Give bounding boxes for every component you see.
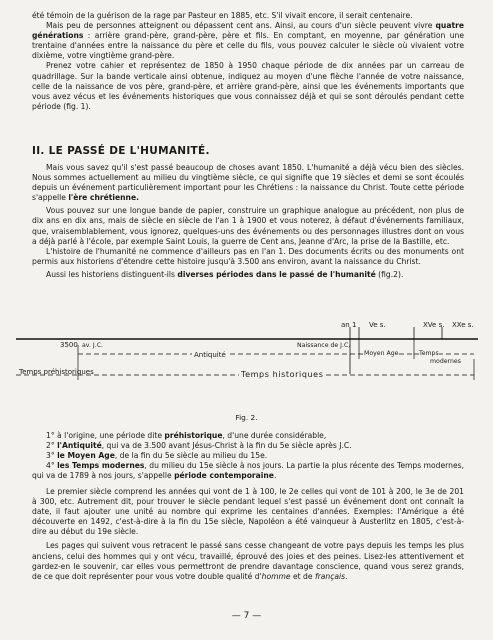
intro-paragraph-1: été témoin de la guérison de la rage par Pasteur en 1885, etc. S'il vivait encore, il serait centenaire.	[32, 11, 413, 20]
label-5e-siecle: Ve s.	[369, 321, 386, 329]
closing-text	[32, 487, 464, 582]
bold-term: le Moyen Age	[57, 451, 115, 461]
label-temps-historiques: Temps historiques	[241, 370, 324, 379]
bold-term: l'ère chrétienne.	[68, 193, 139, 203]
page-number: — 7 —	[231, 611, 262, 621]
text-span: à l'origine, une période dite	[54, 431, 165, 440]
bold-term: l'Antiquité	[57, 441, 102, 451]
text-span: , d'une durée considérable,	[222, 431, 327, 440]
figure-caption: Fig. 2.	[235, 413, 258, 422]
text-span: Les pages qui suivent vous retracent le passé sans cesse changeant de votre pays depuis les temps les plus anciens, celui des hommes qui y ont vécu, travaillé, éprouvé des joies et des peines. Lisez-les attentivement et gardez-en le souvenir, car elles vous permettront de prendre davantage conscience, quand vous serez grands, de ce que doit représenter pour vous votre double qualité d'	[32, 541, 464, 581]
section-paragraph-2: Vous pouvez sur une longue bande de papier, construire un graphique analogue au précédent, non plus de dix ans en dix ans, mais de siècle en siècle de l'an 1 à 1900 et vous noterez, à défaut d'événements familiaux, que, vraisemblablement, vous ignorez, quelques-uns des événements ou des personnages illustres dont on vous a déjà parlé à l'école, par exemple Saint Louis, la guerre de Cent ans, Jeanne d'Arc, la prise de la Bastille, etc.	[32, 206, 464, 246]
text-span: (fig.2).	[375, 269, 404, 279]
label-moyen-age: Moyen Age	[364, 350, 399, 357]
list-item	[32, 451, 464, 461]
list-item	[32, 441, 464, 451]
section-text	[32, 163, 464, 280]
label-naissance-jc: Naissance de J.C.	[297, 342, 351, 349]
text-span: Mais peu de personnes atteignent ou dépassent cent ans. Ainsi, au cours d'un siècle peuvent vivre	[46, 21, 436, 31]
section-paragraph-3: L'histoire de l'humanité ne commence d'ailleurs pas en l'an 1. Des documents écrits ou des monuments ont permis aux historiens d'étendre cette histoire jusqu'à 3.500 ans environ, avant la naissance du Christ.	[32, 246, 464, 266]
list-number: 3°	[46, 451, 55, 461]
label-20e-siecle: XXe s.	[452, 321, 474, 329]
text-span: , du milieu du 15e siècle à nos jours. La partie la plus récente des Temps modernes, qui va de 1789 à nos jours, s'appelle	[32, 461, 464, 481]
section-paragraph-4	[32, 270, 464, 280]
closing-paragraph-1: Le premier siècle comprend les années qui vont de 1 à 100, le 2e celles qui vont de 101 à 200, le 3e de 201 à 300, etc. Autrement dit, pour trouver le siècle pendant lequel s'est passé un événement dont ont connaît la date, il faut ajouter une unité au nombre qui exprime les centaines d'années. Exemples: l'Amérique a été découverte en 1492, c'est-à-dire à la fin du 15e siècle, Napoléon a été vainqueur à Austerlitz en 1805, c'est-à-dire au début du 19e siècle.	[32, 487, 464, 537]
label-temps-modernes-2: modernes	[430, 358, 461, 365]
text-span: et de	[290, 571, 315, 581]
text-span: .	[345, 571, 348, 581]
text-span: .	[273, 471, 277, 481]
section-paragraph-1	[32, 163, 464, 203]
label-prehistoriques: Temps préhistoriques	[19, 368, 94, 376]
list-item	[32, 461, 464, 481]
bold-term: préhistorique	[164, 431, 223, 440]
bold-term: période contemporaine	[174, 471, 274, 481]
section-heading: II. LE PASSÉ DE L'HUMANITÉ.	[32, 145, 210, 157]
bold-term: diverses périodes dans le passé de l'humanité	[177, 269, 376, 279]
intro-text	[32, 11, 464, 112]
list-number: 1°	[46, 431, 55, 440]
label-temps-modernes-1: Temps	[419, 350, 439, 357]
text-span: Aussi les historiens distinguent-ils	[46, 269, 178, 279]
label-15e-siecle: XVe s.	[423, 321, 445, 329]
italic-term: homme	[261, 571, 291, 581]
text-span: Mais vous savez qu'il s'est passé beaucoup de choses avant 1850. L'humanité a déjà vécu bien des siècles. Nous sommes actuellement au milieu du vingtième siècle, ce qui signifie que 19 siècles et demi se sont écoulés depuis un événement particulièrement important pour les Chrétiens : la naissance du Christ. Toute cette période s'appelle	[32, 163, 464, 203]
bold-term: les Temps modernes	[57, 461, 145, 471]
text-span: , de la fin du 5e siècle au milieu du 15e.	[114, 451, 268, 461]
list-number: 2°	[46, 441, 55, 451]
text-span: : arrière grand-père, grand-père, père et fils. En comptant, en moyenne, par génération une trentaine d'années entre la naissance du père et celle du fils, vous pouvez calculer le siècle où vivaient votre dixième, votre vingtième grand-père.	[32, 31, 464, 61]
label-antiquite: Antiquité	[194, 351, 226, 359]
label-av-jc: av. J.C.	[82, 342, 103, 349]
bold-term: quatre générations	[32, 21, 464, 41]
list-item	[32, 431, 464, 441]
closing-paragraph-2	[32, 541, 464, 581]
italic-term: français	[314, 571, 346, 581]
label-3500: 3500	[60, 341, 78, 349]
list-number: 4°	[46, 461, 55, 471]
intro-paragraph-2	[32, 21, 464, 61]
text-span: , qui va de 3.500 avant Jésus-Christ à la fin du 5e siècle après J.C.	[101, 441, 352, 451]
intro-paragraph-3: Prenez votre cahier et représentez de 1850 à 1950 chaque période de dix années par un carreau de quadrillage. Sur la bande verticale ainsi obtenue, indiquez au moyen d'une flèche l'année de votre naissance, celle de la naissance de vos père, grand-père, et arrière grand-père, ainsi que les événements importants que vous avez vécus et les événements historiques que vous connaissez déjà et qui se sont déroulés pendant cette période (fig. 1).	[32, 61, 464, 111]
label-an-1: an 1	[341, 321, 357, 329]
period-list	[32, 431, 464, 481]
